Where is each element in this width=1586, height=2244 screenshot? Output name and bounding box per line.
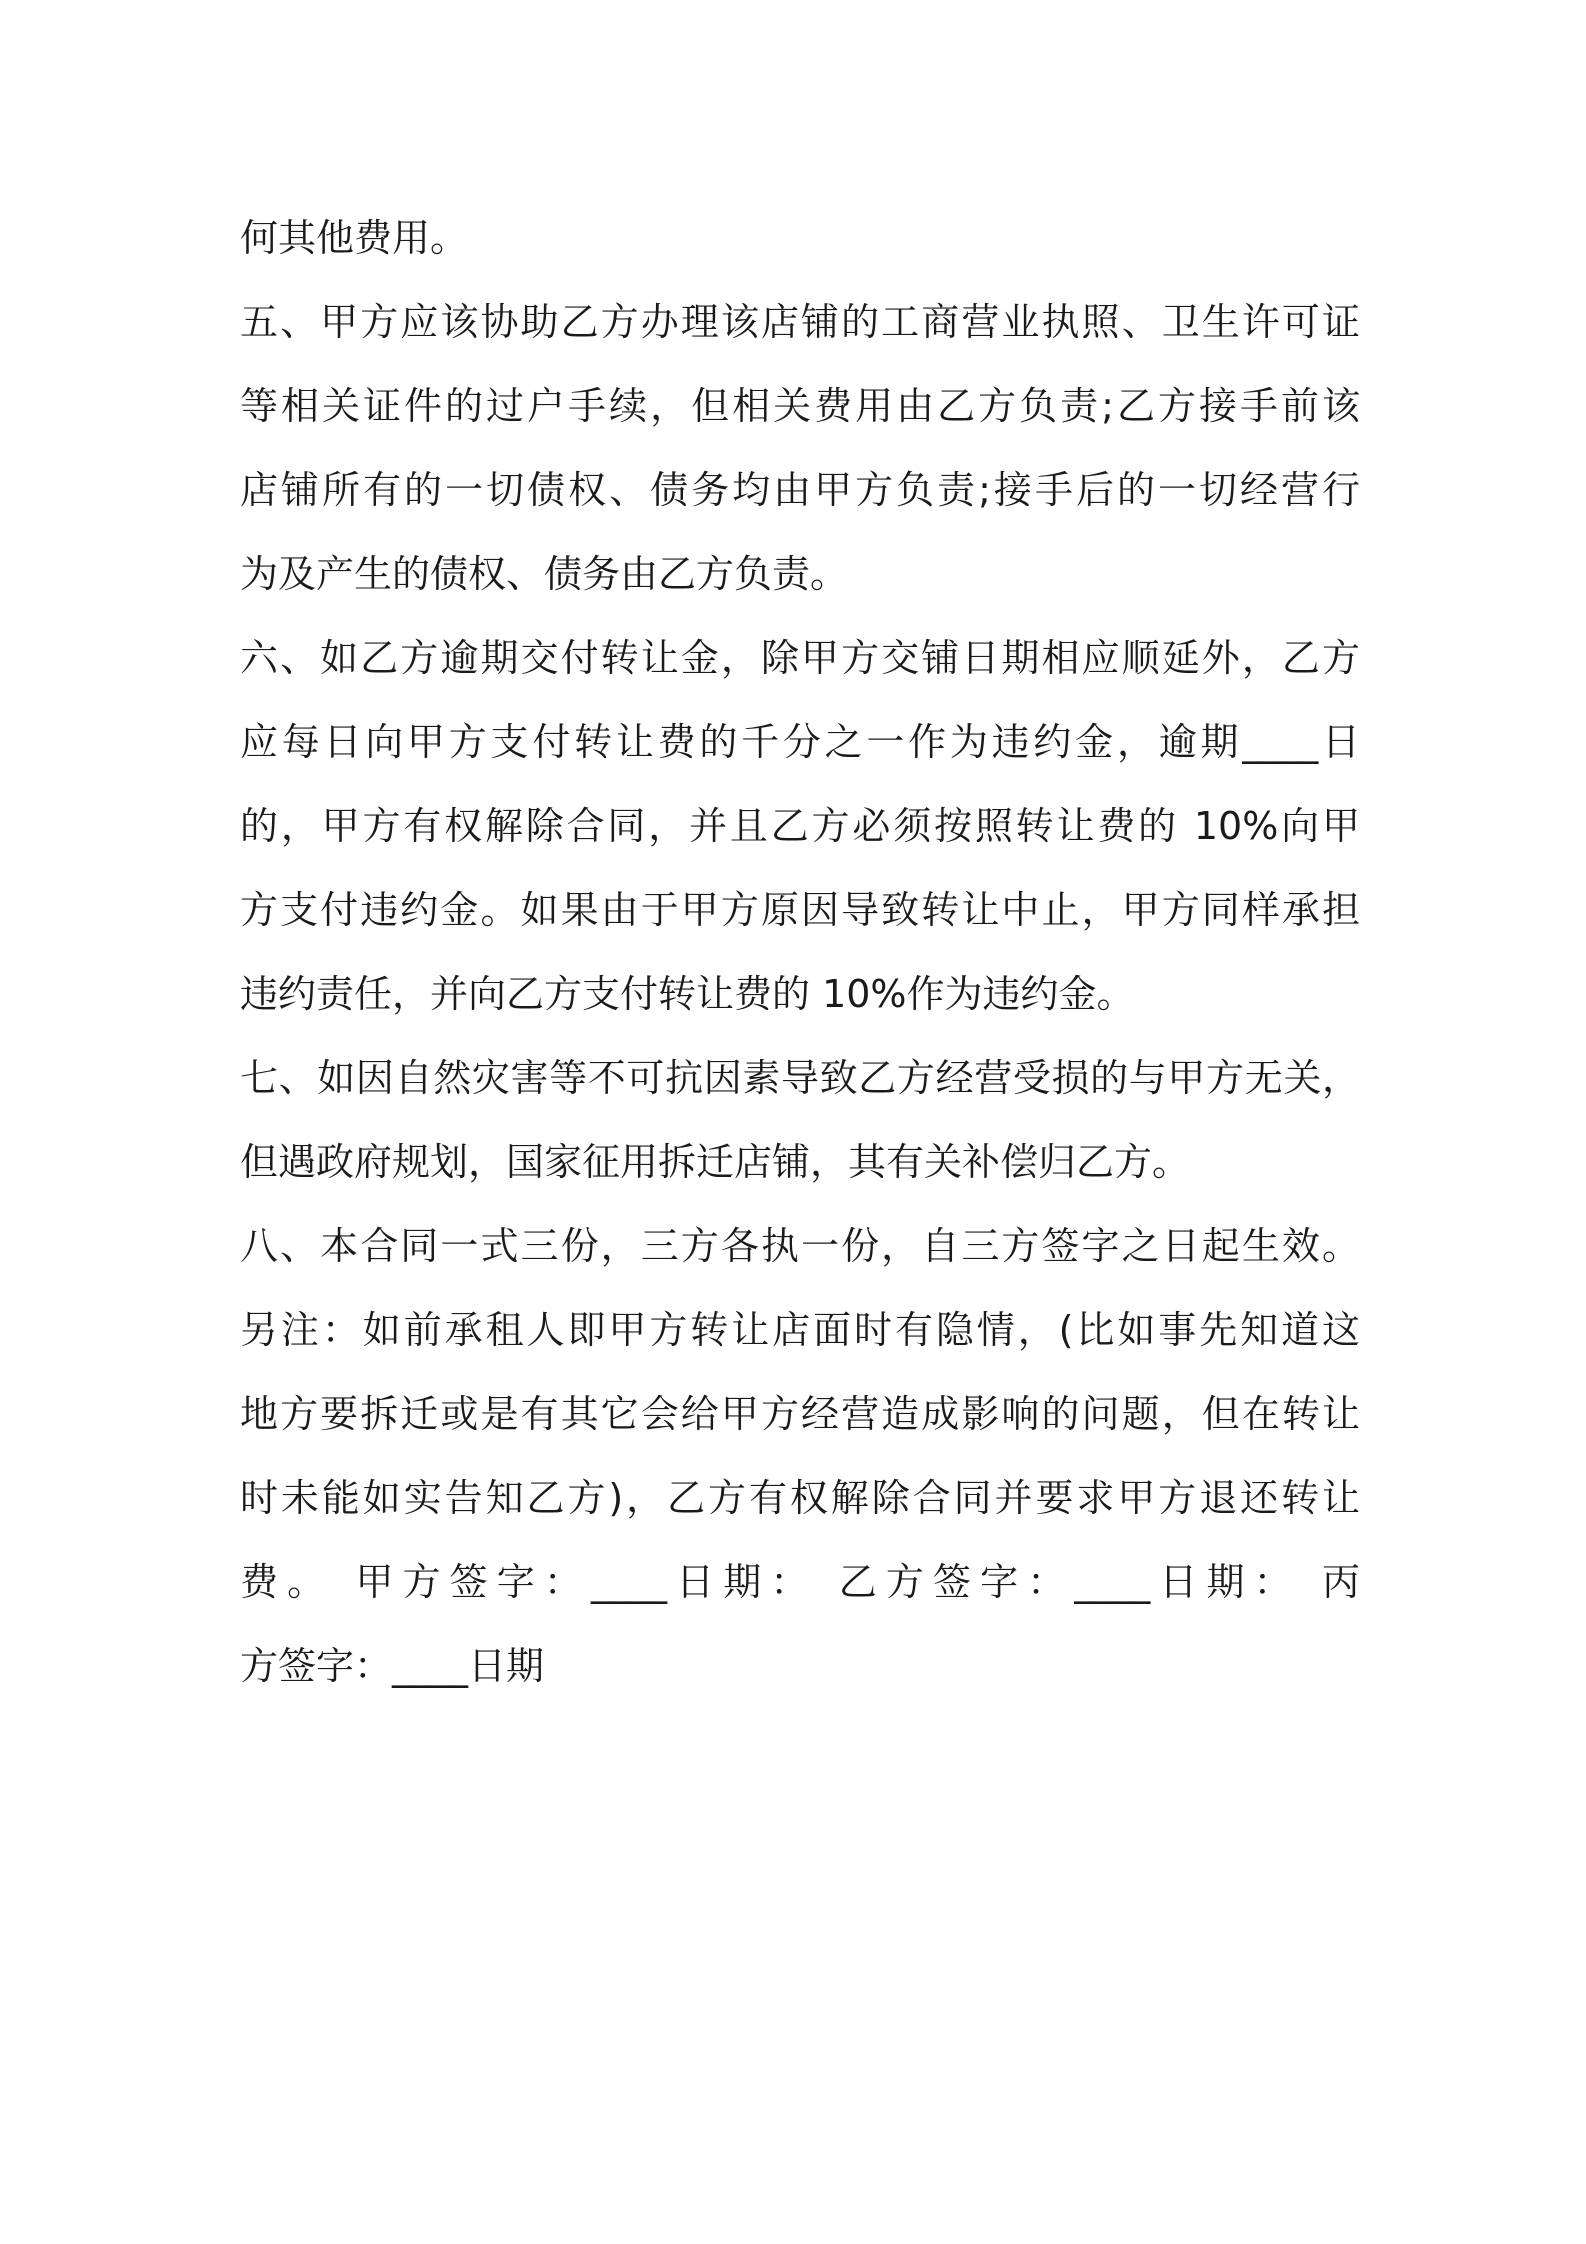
text-line: 店铺所有的一切债权、债务均由甲方负责;接手后的一切经营行 [240, 468, 1360, 512]
text-line: 等相关证件的过户手续，但相关费用由乙方负责;乙方接手前该 [240, 384, 1360, 428]
text-line: 七、如因自然灾害等不可抗因素导致乙方经营受损的与甲方无关， [240, 1056, 1360, 1100]
signature-line: 方签字：____日期 [240, 1644, 545, 1688]
text-line: 方支付违约金。如果由于甲方原因导致转让中止，甲方同样承担 [240, 888, 1360, 932]
text-line: 的，甲方有权解除合同，并且乙方必须按照转让费的 10%向甲 [240, 804, 1360, 848]
contract-body-text [240, 196, 1360, 1708]
text-line: 地方要拆迁或是有其它会给甲方经营造成影响的问题，但在转让 [240, 1392, 1360, 1436]
text-line: 违约责任，并向乙方支付转让费的 10%作为违约金。 [240, 972, 1135, 1016]
text-line: 为及产生的债权、债务由乙方负责。 [240, 552, 849, 596]
text-line: 应每日向甲方支付转让费的千分之一作为违约金，逾期____日 [240, 720, 1360, 764]
text-line: 时未能如实告知乙方)，乙方有权解除合同并要求甲方退还转让 [240, 1476, 1360, 1520]
text-line: 八、本合同一式三份，三方各执一份，自三方签字之日起生效。 [240, 1224, 1360, 1268]
text-line: 六、如乙方逾期交付转让金，除甲方交铺日期相应顺延外，乙方 [240, 636, 1360, 680]
text-line: 五、甲方应该协助乙方办理该店铺的工商营业执照、卫生许可证 [240, 300, 1360, 344]
text-line: 另注：如前承租人即甲方转让店面时有隐情，(比如事先知道这 [240, 1308, 1360, 1352]
signature-line: 费。 甲方签字：____日期： 乙方签字：____日期： 丙 [240, 1560, 1360, 1604]
text-line: 何其他费用。 [240, 216, 469, 260]
text-line: 但遇政府规划，国家征用拆迁店铺，其有关补偿归乙方。 [240, 1140, 1191, 1184]
